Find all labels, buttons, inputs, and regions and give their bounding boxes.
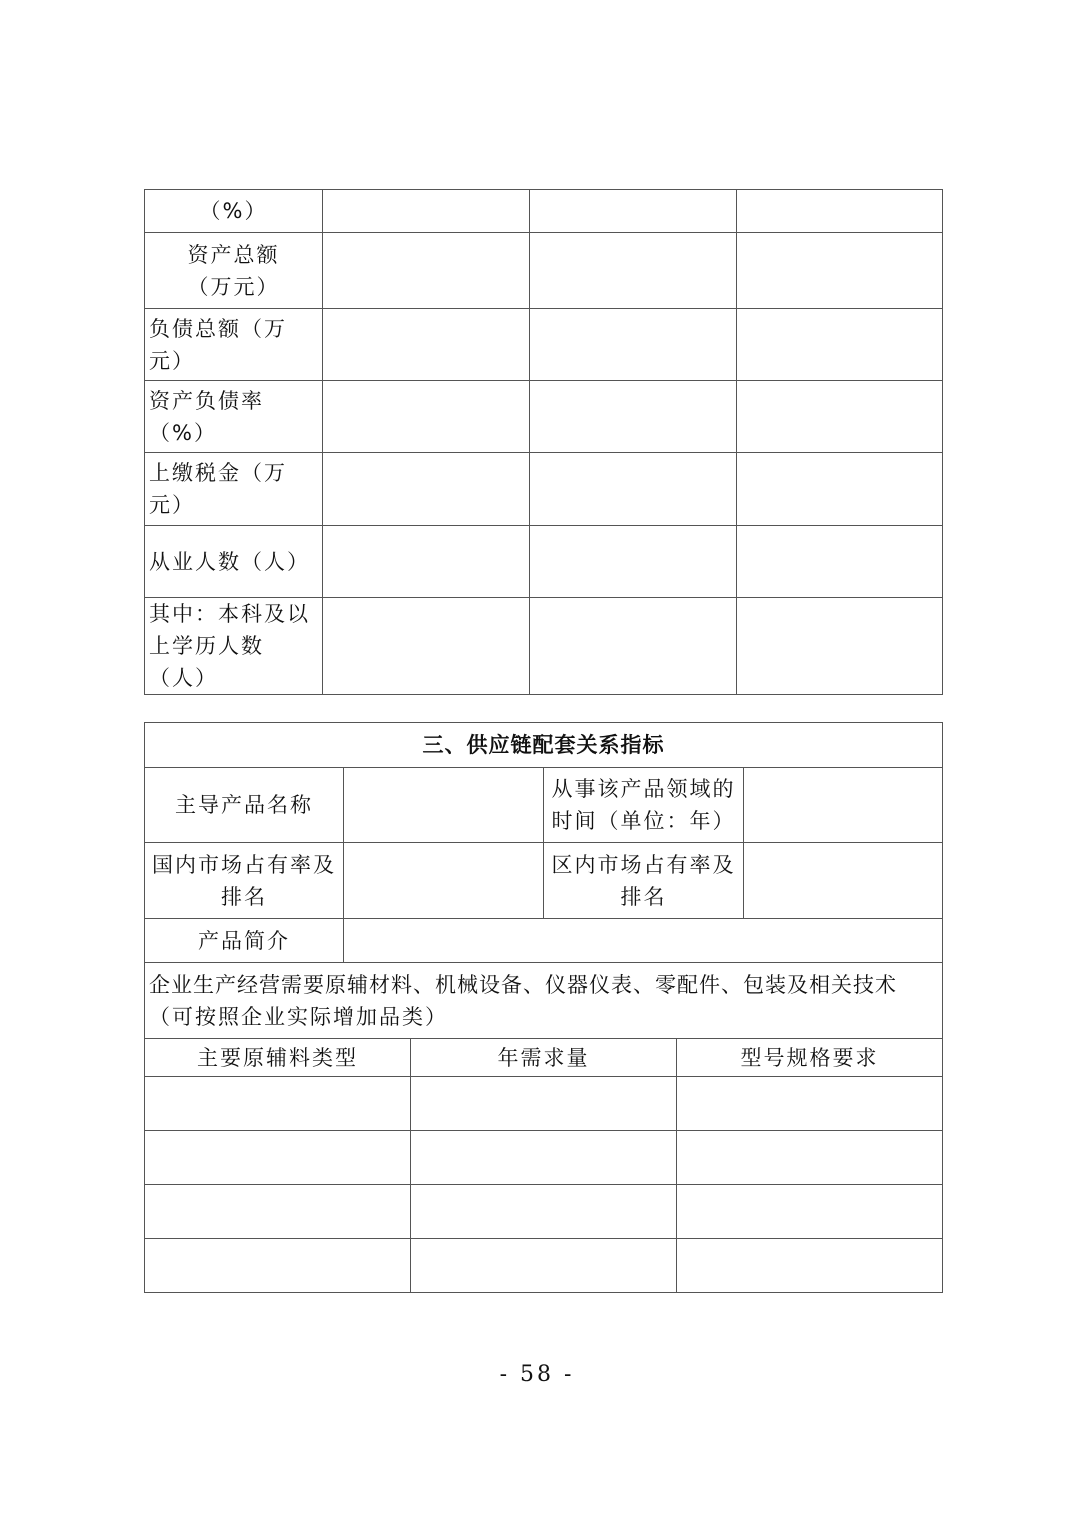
annual-demand-input[interactable] — [411, 1077, 677, 1131]
value-cell[interactable] — [737, 233, 943, 309]
spec-requirement-input[interactable] — [677, 1239, 943, 1293]
table-row — [145, 843, 943, 919]
value-cell[interactable] — [530, 598, 737, 695]
spec-requirement-input[interactable] — [677, 1185, 943, 1239]
domestic-share-input[interactable] — [344, 843, 544, 919]
annual-demand-input[interactable] — [411, 1185, 677, 1239]
district-share-input[interactable] — [744, 843, 943, 919]
supply-chain-table — [144, 722, 943, 1039]
header-annual-demand: 年需求量 — [411, 1039, 677, 1077]
row-label-employees: 从业人数（人） — [145, 526, 323, 598]
table-row — [145, 919, 943, 963]
years-in-field-label: 从事该产品领域的 时间（单位：年） — [544, 768, 744, 843]
table-row — [145, 723, 943, 768]
district-share-label: 区内市场占有率及 排名 — [544, 843, 744, 919]
value-cell[interactable] — [737, 309, 943, 381]
financial-indicators-table — [144, 189, 943, 695]
table-row — [145, 963, 943, 1039]
main-product-input[interactable] — [344, 768, 544, 843]
value-cell[interactable] — [530, 233, 737, 309]
annual-demand-input[interactable] — [411, 1131, 677, 1185]
value-cell[interactable] — [530, 309, 737, 381]
material-type-input[interactable] — [145, 1185, 411, 1239]
table-row — [145, 1077, 943, 1131]
row-label-total-assets: 资产总额 （万元） — [145, 233, 323, 309]
value-cell[interactable] — [737, 381, 943, 453]
value-cell[interactable] — [737, 598, 943, 695]
value-cell[interactable] — [323, 381, 530, 453]
table-row — [145, 381, 943, 453]
spec-requirement-input[interactable] — [677, 1077, 943, 1131]
value-cell[interactable] — [323, 233, 530, 309]
domestic-share-label: 国内市场占有率及 排名 — [145, 843, 344, 919]
table-row — [145, 598, 943, 695]
years-in-field-input[interactable] — [744, 768, 943, 843]
row-label-taxes-paid: 上缴税金（万元） — [145, 453, 323, 526]
table-row — [145, 309, 943, 381]
table-row — [145, 1131, 943, 1185]
table-row — [145, 526, 943, 598]
value-cell[interactable] — [530, 453, 737, 526]
annual-demand-input[interactable] — [411, 1239, 677, 1293]
section-title: 三、供应链配套关系指标 — [145, 723, 943, 768]
materials-table — [144, 1038, 943, 1293]
value-cell[interactable] — [737, 526, 943, 598]
table-header-row — [145, 1039, 943, 1077]
table-row — [145, 453, 943, 526]
page-number: - 58 - — [499, 1362, 575, 1387]
value-cell[interactable] — [530, 190, 737, 233]
value-cell[interactable] — [530, 381, 737, 453]
material-type-input[interactable] — [145, 1077, 411, 1131]
row-label-percent: （%） — [145, 190, 323, 233]
main-product-label: 主导产品名称 — [145, 768, 344, 843]
value-cell[interactable] — [737, 453, 943, 526]
product-intro-label: 产品简介 — [145, 919, 344, 963]
table-row — [145, 233, 943, 309]
row-label-debt-ratio: 资产负债率（%） — [145, 381, 323, 453]
needs-note: 企业生产经营需要原辅材料、机械设备、仪器仪表、零配件、包装及相关技术 （可按照企业实际增加品类） — [145, 963, 943, 1039]
table-row — [145, 190, 943, 233]
material-type-input[interactable] — [145, 1239, 411, 1293]
spec-requirement-input[interactable] — [677, 1131, 943, 1185]
value-cell[interactable] — [323, 453, 530, 526]
value-cell[interactable] — [530, 526, 737, 598]
header-material-type: 主要原辅料类型 — [145, 1039, 411, 1077]
product-intro-input[interactable] — [344, 919, 943, 963]
value-cell[interactable] — [323, 526, 530, 598]
value-cell[interactable] — [737, 190, 943, 233]
header-spec-requirement: 型号规格要求 — [677, 1039, 943, 1077]
material-type-input[interactable] — [145, 1131, 411, 1185]
table-row — [145, 1239, 943, 1293]
table-row — [145, 1185, 943, 1239]
value-cell[interactable] — [323, 190, 530, 233]
value-cell[interactable] — [323, 598, 530, 695]
table-row — [145, 768, 943, 843]
row-label-total-liabilities: 负债总额（万元） — [145, 309, 323, 381]
row-label-bachelor-employees: 其中：本科及以 上学历人数（人） — [145, 598, 323, 695]
value-cell[interactable] — [323, 309, 530, 381]
